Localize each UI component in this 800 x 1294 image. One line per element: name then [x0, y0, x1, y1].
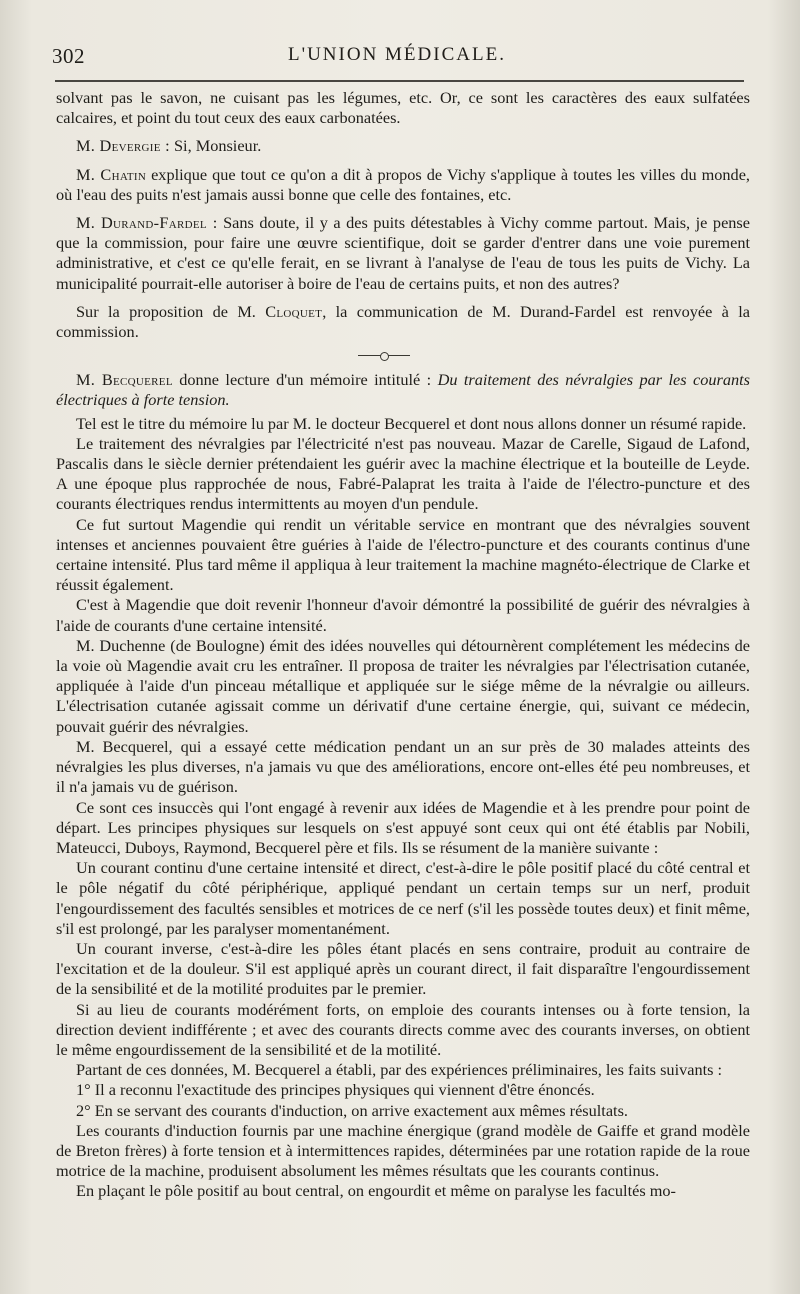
paragraph: Partant de ces données, M. Becquerel a établi, par des expériences préliminaires, les faits suivants :: [76, 1060, 723, 1080]
paragraph: Si au lieu de courants modérément forts, on emploie des courants intenses ou à forte tension, la direction devient indifférente ; et avec des courants directs comme avec des courants inverses, on obtient le même engourdissement de la sensibilité et de la motilité.: [56, 999, 750, 1059]
paragraph: Ce fut surtout Magendie qui rendit un véritable service en montrant que des névralgies souvent intenses et anciennes pouvaient être guéries à l'aide de l'électro-puncture et des courants continus d'une certaine intensité. Plus tard même il appliqua à leur traitement la machine magnéto-électrique de Clarke et réussit également.: [56, 514, 750, 595]
article-body: [56, 88, 750, 1202]
list-item: 1° Il a reconnu l'exactitude des principes physiques qui viennent d'être énoncés.: [76, 1080, 595, 1100]
paragraph: Un courant continu d'une certaine intensité et direct, c'est-à-dire le pôle positif placé du côté central et le pôle négatif du côté périphérique, appliqué pendant un certain temps sur un nerf, produit l'engourdissement des facultés sensibles et motrices de ce nerf (s'il les possède toutes deux) et finit même, s'il est prolongé, par les paralyser momentanément.: [56, 858, 750, 938]
speaker-name: Cloquet: [265, 301, 323, 321]
paragraph: C'est à Magendie que doit revenir l'honneur d'avoir démontré la possibilité de guérir des névralgies à l'aide de courants d'une certaine intensité.: [56, 595, 750, 635]
page-header: [52, 40, 742, 70]
paragraph: Ce sont ces insuccès qui l'ont engagé à revenir aux idées de Magendie et à les prendre pour point de départ. Les principes physiques sur lesquels on s'est appuyé sont ceux qui ont été établis par Nobili, Mateucci, Duboys, Raymond, Becquerel père et fils. Ils se résument de la manière suivante :: [56, 797, 750, 857]
paragraph: M. Chatin explique que tout ce qu'on a dit à propos de Vichy s'applique à toutes les villes du monde, où l'eau des puits n'est jamais aussi bonne que celle des fontaines, etc.: [56, 164, 750, 204]
paragraph: M. Becquerel, qui a essayé cette médication pendant un an sur près de 30 malades atteints des névralgies les plus diverses, n'a jamais vu que des améliorations, encore ont-elles été peu nombreuses, et il n'a jamais vu de guérison.: [56, 736, 750, 797]
header-rule: [55, 80, 744, 82]
paragraph: Le traitement des névralgies par l'électricité n'est pas nouveau. Mazar de Carelle, Sigaud de Lafond, Pascalis dans le siècle dernier prétendaient les guérir avec la machine électrique et la bouteille de Leyde. A une époque plus rapprochée de nous, Fabré-Palaprat les traita à l'aide de l'électro-puncture et des courants électriques rendus intermittents au moyen d'un pendule.: [56, 433, 750, 514]
memoir-title: Du traitement des névralgies par les courants électriques à forte tension.: [56, 370, 750, 410]
speaker-name: M. Devergie :: [76, 136, 170, 156]
speaker-name: M. Chatin: [76, 164, 147, 184]
paragraph: Un courant inverse, c'est-à-dire les pôles étant placés en sens contraire, produit au contraire de l'excitation et de la douleur. S'il est appliqué après un courant direct, il fait disparaître l'engourdissement de la sensibilité et de la motilité produites par le premier.: [56, 938, 750, 999]
page-number: 302: [52, 44, 85, 68]
list-item: 2° En se servant des courants d'induction, on arrive exactement aux mêmes résultats.: [76, 1100, 628, 1120]
running-title: L'UNION MÉDICALE.: [288, 44, 506, 65]
paragraph: M. Becquerel donne lecture d'un mémoire intitulé : Du traitement des névralgies par les courants électriques à forte tension.: [56, 370, 750, 410]
paragraph: M. Durand-Fardel : Sans doute, il y a des puits détestables à Vichy comme partout. Mais, je pense que la commission, pour faire une œuvre scientifique, doit se garder d'entrer dans une voie purement administrative, et c'est ce qu'elle ferait, en se livrant à l'analyse de l'eau de tous les puits de Vichy. La municipalité pourrait-elle autoriser à boire de l'eau de certains puits, et non des autres?: [56, 213, 750, 293]
paragraph: Sur la proposition de M. Cloquet, la communication de M. Durand-Fardel est renvoyée à la commission.: [56, 301, 751, 342]
paragraph: M. Duchenne (de Boulogne) émit des idées nouvelles qui détournèrent complétement les médecins de la voie où Magendie avait cru les entraîner. Il proposa de traiter les névralgies par l'électrisation cutanée, appliquée à l'aide d'un pinceau métallique et appliquée sur le siége même de la névralgie ou ailleurs. L'électrisation cutanée agissait comme un dérivatif d'une certaine énergie, qui, suivant ce médecin, pouvait guérir des névralgies.: [56, 635, 750, 736]
paragraph: M. Devergie : Si, Monsieur.: [76, 136, 262, 156]
paragraph: solvant pas le savon, ne cuisant pas les légumes, etc. Or, ce sont les caractères des eaux sulfatées calcaires, et point du tout ceux des eaux carbonatées.: [56, 88, 750, 128]
section-separator: [56, 342, 750, 370]
paragraph: En plaçant le pôle positif au bout central, on engourdit et même on paralyse les facultés mo-: [76, 1181, 676, 1201]
speaker-name: M. Durand-Fardel :: [76, 213, 218, 233]
speaker-name: M. Becquerel: [76, 370, 173, 390]
paragraph: Les courants d'induction fournis par une machine énergique (grand modèle de Gaiffe et grand modèle de Breton frères) à forte tension et à intermittences rapides, déterminées par une rotation rapide de la roue motrice de la machine, produisent absolument les mêmes résultats que les courants continus.: [56, 1120, 750, 1181]
paragraph: Tel est le titre du mémoire lu par M. le docteur Becquerel et dont nous allons donner un résumé rapide.: [76, 413, 747, 433]
